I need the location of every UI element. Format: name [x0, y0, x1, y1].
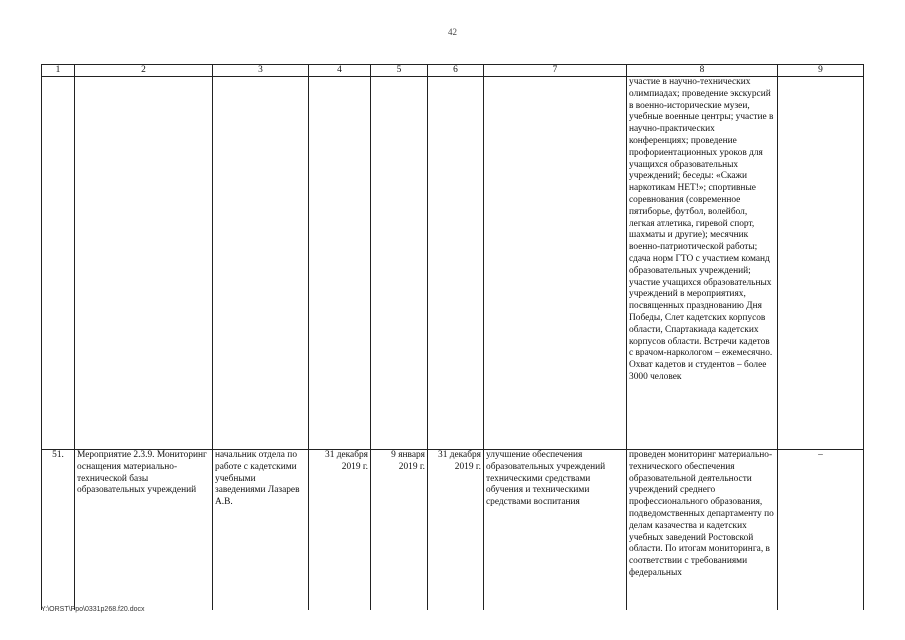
cont-cell-1: [42, 77, 75, 450]
responsible-person: начальник отдела по работе с кадетскими учебными заведениями Лазарев А.В.: [213, 450, 309, 611]
header-col-8: 8: [627, 65, 778, 77]
cont-cell-7: [484, 77, 627, 450]
event-name: Мероприятие 2.3.9. Мониторинг оснащения материально-технической базы образовательных учреждений: [75, 450, 213, 611]
cont-cell-9: [778, 77, 864, 450]
table-row-51: [42, 450, 864, 611]
header-col-3: 3: [213, 65, 309, 77]
planned-date: 31 декабря 2019 г.: [309, 450, 371, 611]
actual-result: проведен мониторинг материально-технического обеспечения образовательной деятельности учреждений среднего профессионального образования, подведомственных департаменту по делам казачества и кадетских учебных заведений Ростовской области. По итогам мониторинга, в соответствии с требованиями федеральных: [629, 450, 774, 578]
cont-cell-3: [213, 77, 309, 450]
actual-result-cell: [627, 450, 778, 611]
continuation-row: [42, 77, 864, 450]
cont-cell-2: [75, 77, 213, 450]
column-number-header-row: [42, 65, 864, 77]
header-col-2: 2: [75, 65, 213, 77]
report-table: [41, 64, 864, 610]
header-col-6: 6: [428, 65, 484, 77]
actual-end-date: 31 декабря 2019 г.: [428, 450, 484, 611]
cont-actual-result: участие в научно-технических олимпиадах; проведение экскурсий в военно-исторические музеи, учебные военные центры; участие в научно-практических конференциях; проведение профориентационных уроков для учащихся образовательных учреждений; беседы: «Скажи наркотикам НЕТ!»; спортивные соревнования (современное пятиборье, футбол, волейбол, легкая атлетика, гиревой спорт, шахматы и другие); месячник военно-патриотической работы; сдача норм ГТО с участием команд образовательных учреждений; участие учащихся образовательных учреждений в мероприятиях, посвященных празднованию Дня Победы, Слет кадетских корпусов области, Спартакиада кадетских корпусов области. Встречи кадетов с врачом-наркологом – ежемесячно. Охват кадетов и студентов – более 3000 человек: [627, 77, 778, 450]
expected-result: улучшение обеспечения образовательных учреждений техническими средствами обучения и техническими средствами воспитания: [484, 450, 627, 611]
cont-cell-4: [309, 77, 371, 450]
header-col-9: 9: [778, 65, 864, 77]
file-path-footer: Y:\ORST\Ppo\0331p268.f20.docx: [41, 606, 145, 613]
header-col-1: 1: [42, 65, 75, 77]
page-number: 42: [448, 27, 457, 37]
header-col-5: 5: [371, 65, 428, 77]
header-col-4: 4: [309, 65, 371, 77]
cont-cell-5: [371, 77, 428, 450]
cont-cell-6: [428, 77, 484, 450]
header-col-7: 7: [484, 65, 627, 77]
row-number: 51.: [42, 450, 75, 611]
note: –: [778, 450, 864, 611]
actual-start-date: 9 января 2019 г.: [371, 450, 428, 611]
